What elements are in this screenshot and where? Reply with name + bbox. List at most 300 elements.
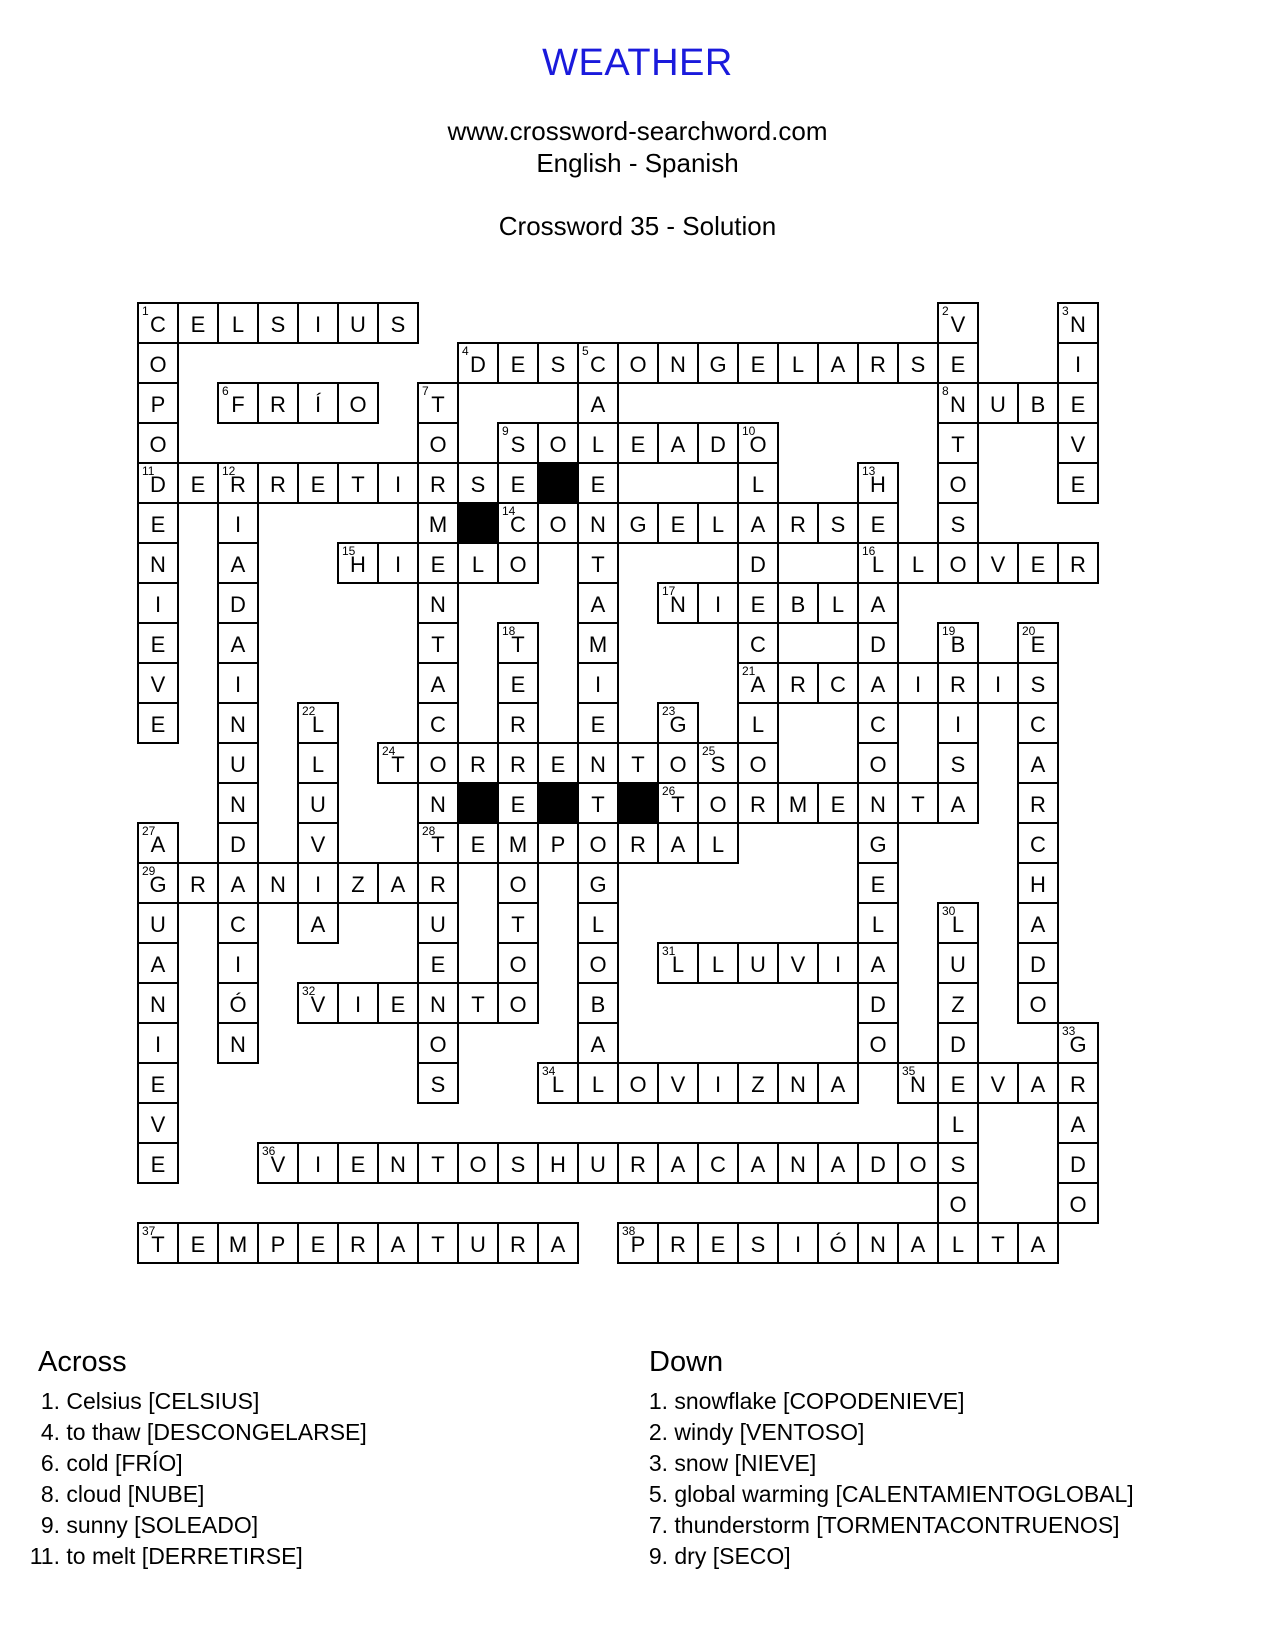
grid-cell xyxy=(497,782,539,824)
cell-letter: L xyxy=(471,552,485,577)
cell-letter: A xyxy=(550,1232,566,1257)
cell-letter: R xyxy=(750,792,766,817)
across-clue xyxy=(20,1510,367,1541)
grid-cell xyxy=(737,662,779,704)
cell-letter: E xyxy=(750,352,766,377)
cell-letter: L xyxy=(311,712,325,737)
cell-letter: E xyxy=(550,752,566,777)
grid-cell xyxy=(937,662,979,704)
down-heading: Down xyxy=(649,1346,724,1378)
cell-letter: T xyxy=(391,752,405,777)
cell-letter: S xyxy=(950,1152,966,1177)
grid-cell xyxy=(377,742,419,784)
grid-cell xyxy=(137,582,179,624)
down-clue xyxy=(628,1510,1134,1541)
cell-letter: O xyxy=(949,472,967,497)
cell-letter: T xyxy=(511,912,525,937)
clue-number-label: 21 xyxy=(742,664,756,678)
grid-cell xyxy=(1017,942,1059,984)
grid-cell xyxy=(937,542,979,584)
grid-cell xyxy=(337,462,379,504)
grid-cell xyxy=(497,462,539,504)
grid-cell xyxy=(297,862,339,904)
grid-cell xyxy=(297,982,339,1024)
grid-cell xyxy=(217,462,259,504)
cell-letter: E xyxy=(1030,632,1046,657)
cell-letter: G xyxy=(869,832,887,857)
clue-number-label: 12 xyxy=(222,464,236,478)
grid-cell xyxy=(1057,1182,1099,1224)
clue-number: 6. xyxy=(40,1450,60,1476)
cell-letter: L xyxy=(871,912,885,937)
grid-cell xyxy=(737,782,779,824)
cell-letter: N xyxy=(910,1072,926,1097)
clue-text: dry [SECO] xyxy=(674,1543,791,1569)
grid-cell xyxy=(1017,702,1059,744)
grid-cell xyxy=(177,862,219,904)
cell-letter: O xyxy=(509,552,527,577)
grid-cell xyxy=(417,462,459,504)
cell-letter: R xyxy=(870,352,886,377)
cell-letter: D xyxy=(870,632,886,657)
cell-letter: T xyxy=(431,832,445,857)
cell-letter: E xyxy=(950,1072,966,1097)
cell-letter: E xyxy=(190,312,206,337)
grid-cell xyxy=(577,542,619,584)
clue-number: 9. xyxy=(40,1512,60,1538)
cell-letter: R xyxy=(950,672,966,697)
grid-cell xyxy=(657,702,699,744)
cell-letter: R xyxy=(630,1152,646,1177)
cell-letter: E xyxy=(630,432,646,457)
cell-letter: R xyxy=(510,712,526,737)
grid-cell xyxy=(497,422,539,464)
cell-letter: N xyxy=(790,1152,806,1177)
grid-cell xyxy=(937,702,979,744)
cell-letter: U xyxy=(750,952,766,977)
grid-cell xyxy=(697,782,739,824)
cell-letter: E xyxy=(510,472,526,497)
cell-letter: C xyxy=(1030,712,1046,737)
grid-cell xyxy=(1017,782,1059,824)
clue-number-label: 23 xyxy=(662,704,676,718)
grid-cell xyxy=(777,502,819,544)
cell-letter: B xyxy=(790,592,806,617)
clue-number-label: 7 xyxy=(422,384,429,398)
cell-letter: S xyxy=(470,472,486,497)
cell-letter: O xyxy=(589,952,607,977)
cell-letter: O xyxy=(509,992,527,1017)
cell-letter: C xyxy=(870,712,886,737)
cell-letter: O xyxy=(469,1152,487,1177)
grid-cell xyxy=(737,582,779,624)
grid-cell xyxy=(577,702,619,744)
cell-letter: O xyxy=(429,432,447,457)
grid-cell xyxy=(137,422,179,464)
cell-letter: E xyxy=(430,952,446,977)
cell-letter: E xyxy=(150,712,166,737)
down-clue xyxy=(628,1479,1134,1510)
grid-cell xyxy=(497,822,539,864)
cell-letter: L xyxy=(591,1072,605,1097)
grid-cell xyxy=(137,462,179,504)
grid-cell xyxy=(817,662,859,704)
cell-letter: S xyxy=(710,752,726,777)
cell-letter: L xyxy=(951,912,965,937)
grid-cell xyxy=(137,1142,179,1184)
grid-cell xyxy=(377,1142,419,1184)
grid-cell xyxy=(937,1102,979,1144)
cell-letter: E xyxy=(470,832,486,857)
grid-cell xyxy=(857,742,899,784)
grid-cell xyxy=(577,902,619,944)
grid-cell xyxy=(937,902,979,944)
crossword-grid xyxy=(137,302,1137,1302)
grid-cell xyxy=(217,622,259,664)
grid-cell xyxy=(937,382,979,424)
grid-cell xyxy=(1057,462,1099,504)
cell-letter: O xyxy=(669,752,687,777)
cell-letter: V xyxy=(990,1072,1006,1097)
cell-letter: O xyxy=(629,1072,647,1097)
grid-cell xyxy=(217,702,259,744)
clue-text: sunny [SOLEADO] xyxy=(66,1512,259,1538)
grid-cell xyxy=(577,462,619,504)
cell-letter: H xyxy=(350,552,366,577)
cell-letter: B xyxy=(950,632,966,657)
grid-cell xyxy=(857,822,899,864)
cell-letter: E xyxy=(830,792,846,817)
down-clue-list xyxy=(628,1386,1134,1572)
grid-cell xyxy=(177,462,219,504)
grid-cell xyxy=(657,582,699,624)
cell-letter: R xyxy=(1030,792,1046,817)
grid-cell xyxy=(297,382,339,424)
grid-cell xyxy=(217,982,259,1024)
cell-letter: C xyxy=(430,712,446,737)
grid-cell xyxy=(657,1062,699,1104)
grid-cell xyxy=(697,1062,739,1104)
grid-cell xyxy=(817,342,859,384)
cell-letter: E xyxy=(750,592,766,617)
black-square xyxy=(457,502,499,544)
grid-cell xyxy=(937,1182,979,1224)
grid-cell xyxy=(657,1222,699,1264)
cell-letter: E xyxy=(390,992,406,1017)
cell-letter: E xyxy=(510,672,526,697)
cell-letter: H xyxy=(870,472,886,497)
down-clue xyxy=(628,1448,1134,1479)
cell-letter: D xyxy=(710,432,726,457)
cell-letter: T xyxy=(671,792,685,817)
cell-letter: I xyxy=(594,672,602,697)
cell-letter: I xyxy=(994,672,1002,697)
clue-number-label: 15 xyxy=(342,544,356,558)
grid-cell xyxy=(337,382,379,424)
grid-cell xyxy=(857,462,899,504)
grid-cell xyxy=(457,742,499,784)
grid-cell xyxy=(257,462,299,504)
grid-cell xyxy=(457,822,499,864)
grid-cell xyxy=(417,742,459,784)
cell-letter: O xyxy=(629,352,647,377)
grid-cell xyxy=(297,782,339,824)
cell-letter: O xyxy=(1069,1192,1087,1217)
cell-letter: C xyxy=(1030,832,1046,857)
cell-letter: N xyxy=(430,992,446,1017)
grid-cell xyxy=(737,942,779,984)
cell-letter: H xyxy=(1030,872,1046,897)
cell-letter: A xyxy=(1030,912,1046,937)
cell-letter: N xyxy=(430,792,446,817)
grid-cell xyxy=(1017,822,1059,864)
cell-letter: A xyxy=(230,872,246,897)
cell-letter: Í xyxy=(314,392,322,417)
cell-letter: I xyxy=(154,592,162,617)
grid-cell xyxy=(337,302,379,344)
cell-letter: G xyxy=(149,872,167,897)
grid-cell xyxy=(657,342,699,384)
cell-letter: A xyxy=(830,352,846,377)
cell-letter: A xyxy=(830,1072,846,1097)
grid-cell xyxy=(257,862,299,904)
cell-letter: N xyxy=(790,1072,806,1097)
clue-number-label: 9 xyxy=(502,424,509,438)
cell-letter: L xyxy=(591,432,605,457)
clue-number-label: 8 xyxy=(942,384,949,398)
grid-cell xyxy=(417,822,459,864)
cell-letter: T xyxy=(951,432,965,457)
across-clue xyxy=(20,1417,367,1448)
clue-text: Celsius [CELSIUS] xyxy=(66,1388,260,1414)
black-square xyxy=(537,782,579,824)
grid-cell xyxy=(617,1062,659,1104)
grid-cell xyxy=(337,1222,379,1264)
grid-cell xyxy=(977,542,1019,584)
cell-letter: I xyxy=(314,872,322,897)
grid-cell xyxy=(857,622,899,664)
grid-cell xyxy=(217,1022,259,1064)
cell-letter: D xyxy=(870,992,886,1017)
cell-letter: L xyxy=(711,832,725,857)
cell-letter: A xyxy=(750,672,766,697)
grid-cell xyxy=(937,942,979,984)
grid-cell xyxy=(417,1222,459,1264)
cell-letter: I xyxy=(1074,352,1082,377)
grid-cell xyxy=(217,502,259,544)
grid-cell xyxy=(377,302,419,344)
cell-letter: A xyxy=(590,392,606,417)
cell-letter: R xyxy=(230,472,246,497)
cell-letter: U xyxy=(430,912,446,937)
clue-number: 3. xyxy=(648,1450,668,1476)
grid-cell xyxy=(857,342,899,384)
grid-cell xyxy=(697,822,739,864)
cell-letter: Ó xyxy=(229,992,247,1017)
clue-number-label: 5 xyxy=(582,344,589,358)
cell-letter: D xyxy=(1030,952,1046,977)
grid-cell xyxy=(737,1142,779,1184)
grid-cell xyxy=(577,982,619,1024)
grid-cell xyxy=(577,742,619,784)
cell-letter: L xyxy=(791,352,805,377)
grid-cell xyxy=(137,542,179,584)
cell-letter: S xyxy=(750,1232,766,1257)
grid-cell xyxy=(577,1062,619,1104)
grid-cell xyxy=(857,982,899,1024)
grid-cell xyxy=(737,502,779,544)
clue-number-label: 1 xyxy=(142,304,149,318)
cell-letter: U xyxy=(150,912,166,937)
grid-cell xyxy=(497,502,539,544)
cell-letter: I xyxy=(314,312,322,337)
cell-letter: Z xyxy=(351,872,365,897)
grid-cell xyxy=(457,462,499,504)
cell-letter: A xyxy=(390,1232,406,1257)
clue-number-label: 6 xyxy=(222,384,229,398)
grid-cell xyxy=(897,342,939,384)
grid-cell xyxy=(377,862,419,904)
cell-letter: O xyxy=(869,752,887,777)
grid-cell xyxy=(937,742,979,784)
cell-letter: D xyxy=(230,832,246,857)
grid-cell xyxy=(737,702,779,744)
cell-letter: S xyxy=(950,512,966,537)
cell-letter: O xyxy=(749,432,767,457)
grid-cell xyxy=(137,502,179,544)
grid-cell xyxy=(817,942,859,984)
grid-cell xyxy=(377,1222,419,1264)
grid-cell xyxy=(457,342,499,384)
cell-letter: V xyxy=(790,952,806,977)
cell-letter: A xyxy=(1030,1072,1046,1097)
cell-letter: A xyxy=(870,952,886,977)
grid-cell xyxy=(377,462,419,504)
grid-cell xyxy=(137,702,179,744)
cell-letter: I xyxy=(234,512,242,537)
grid-cell xyxy=(217,302,259,344)
cell-letter: O xyxy=(429,1032,447,1057)
grid-cell xyxy=(1057,302,1099,344)
cell-letter: U xyxy=(950,952,966,977)
grid-cell xyxy=(457,982,499,1024)
clue-number-label: 2 xyxy=(942,304,949,318)
grid-cell xyxy=(937,1022,979,1064)
grid-cell xyxy=(297,302,339,344)
cell-letter: E xyxy=(510,352,526,377)
puzzle-subtitle: Crossword 35 - Solution xyxy=(498,211,777,241)
cell-letter: R xyxy=(430,872,446,897)
cell-letter: R xyxy=(790,512,806,537)
cell-letter: R xyxy=(350,1232,366,1257)
grid-cell xyxy=(1057,1062,1099,1104)
clue-number: 1. xyxy=(40,1388,60,1414)
cell-letter: A xyxy=(910,1232,926,1257)
cell-letter: R xyxy=(470,752,486,777)
grid-cell xyxy=(297,742,339,784)
clue-number-label: 22 xyxy=(302,704,316,718)
cell-letter: U xyxy=(350,312,366,337)
cell-letter: C xyxy=(150,312,166,337)
grid-cell xyxy=(857,1022,899,1064)
clue-number-label: 18 xyxy=(502,624,516,638)
grid-cell xyxy=(537,502,579,544)
cell-letter: O xyxy=(549,432,567,457)
grid-cell xyxy=(577,1022,619,1064)
grid-cell xyxy=(577,422,619,464)
grid-cell xyxy=(417,582,459,624)
cell-letter: R xyxy=(190,872,206,897)
cell-letter: E xyxy=(590,712,606,737)
grid-cell xyxy=(897,1222,939,1264)
cell-letter: I xyxy=(234,952,242,977)
cell-letter: T xyxy=(351,472,365,497)
grid-cell xyxy=(657,1142,699,1184)
cell-letter: R xyxy=(430,472,446,497)
cell-letter: N xyxy=(150,552,166,577)
grid-cell xyxy=(257,302,299,344)
grid-cell xyxy=(737,542,779,584)
grid-cell xyxy=(1057,422,1099,464)
cell-letter: I xyxy=(154,1032,162,1057)
cell-letter: A xyxy=(1070,1112,1086,1137)
cell-letter: M xyxy=(228,1232,248,1257)
cell-letter: N xyxy=(590,752,606,777)
grid-cell xyxy=(617,742,659,784)
cell-letter: G xyxy=(669,712,687,737)
grid-cell xyxy=(297,462,339,504)
cell-letter: A xyxy=(430,672,446,697)
cell-letter: N xyxy=(590,512,606,537)
grid-cell xyxy=(297,902,339,944)
grid-cell xyxy=(777,582,819,624)
cell-letter: A xyxy=(590,592,606,617)
grid-cell xyxy=(457,1142,499,1184)
clue-number: 8. xyxy=(40,1481,60,1507)
cell-letter: R xyxy=(270,392,286,417)
cell-letter: R xyxy=(790,672,806,697)
cell-letter: S xyxy=(950,752,966,777)
clue-number-label: 19 xyxy=(942,624,956,638)
cell-letter: E xyxy=(1070,392,1086,417)
grid-cell xyxy=(417,702,459,744)
cell-letter: I xyxy=(834,952,842,977)
grid-cell xyxy=(857,582,899,624)
grid-cell xyxy=(777,1062,819,1104)
grid-cell xyxy=(617,502,659,544)
grid-cell xyxy=(577,662,619,704)
grid-cell xyxy=(497,862,539,904)
grid-cell xyxy=(137,1022,179,1064)
cell-letter: E xyxy=(870,872,886,897)
grid-cell xyxy=(497,702,539,744)
cell-letter: D xyxy=(950,1032,966,1057)
clue-text: snow [NIEVE] xyxy=(674,1450,817,1476)
grid-cell xyxy=(857,1142,899,1184)
grid-cell xyxy=(577,382,619,424)
clue-text: to thaw [DESCONGELARSE] xyxy=(66,1419,367,1445)
grid-cell xyxy=(1057,342,1099,384)
grid-cell xyxy=(857,902,899,944)
cell-letter: T xyxy=(591,792,605,817)
cell-letter: U xyxy=(230,752,246,777)
clue-number: 5. xyxy=(648,1481,668,1507)
grid-cell xyxy=(577,1142,619,1184)
grid-cell xyxy=(897,1142,939,1184)
grid-cell xyxy=(657,422,699,464)
grid-cell xyxy=(977,662,1019,704)
grid-cell xyxy=(417,382,459,424)
